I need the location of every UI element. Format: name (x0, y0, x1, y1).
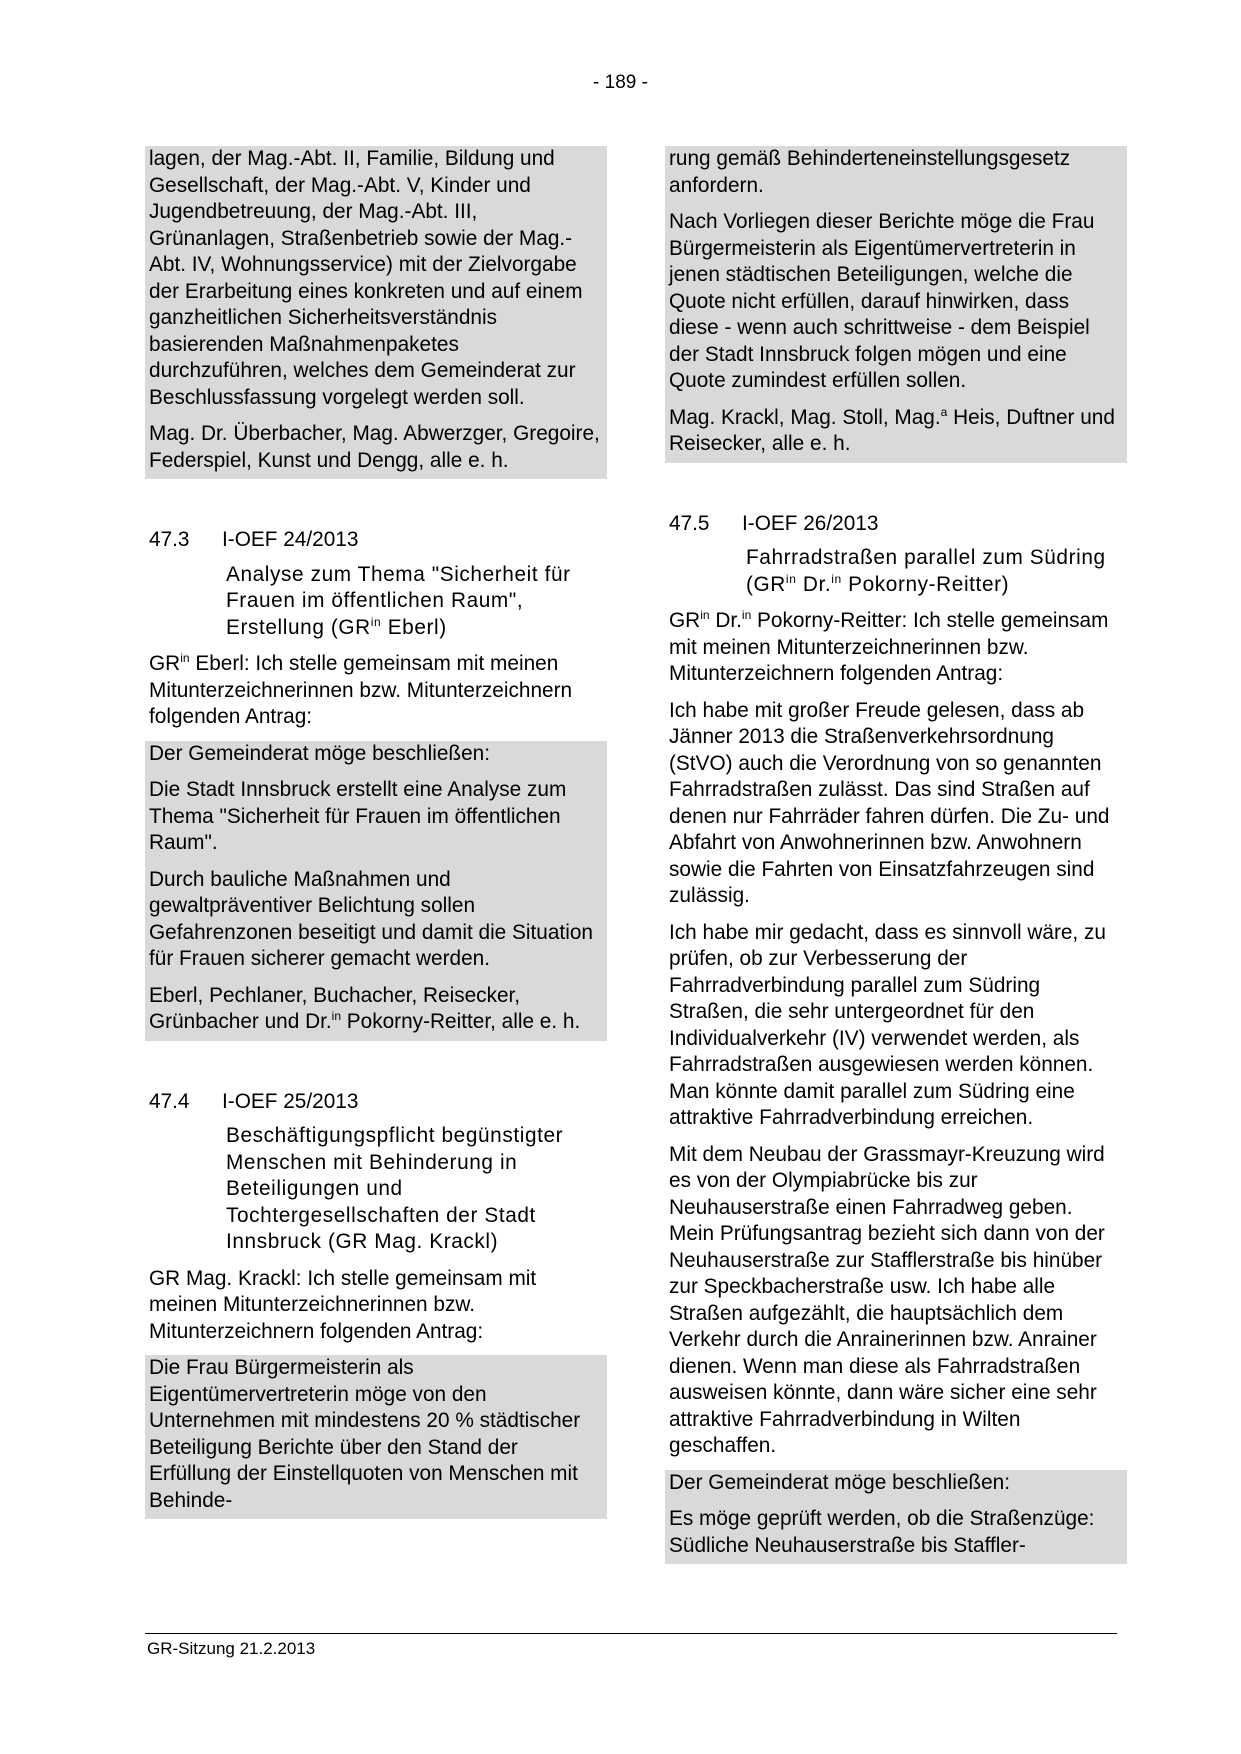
motion-text: Die Frau Bürgermeisterin als Eigentümervertreterin möge von den Unternehmen mit mindestens 20 % städtischer Beteiligung Berichte über den Stand der Erfüllung der Einstellquoten von Menschen mit Behinde- (149, 1356, 581, 1512)
motion-continuation-block (145, 146, 607, 479)
footer-divider (145, 1633, 1117, 1634)
item-code: I-OEF 24/2013 (222, 528, 359, 551)
body-paragraph: Ich habe mir gedacht, dass es sinnvoll wäre, zu prüfen, ob zur Verbesserung der Fahrradverbindung parallel zum Südring Straßen, die sehr untergeordnet für den Individualverkehr (IV) verwendet werden, als Fahrradstraßen ausgewiesen werden können. Man könnte damit parallel zum Südring eine attraktive Fahrradverbindung erreichen. (669, 920, 1106, 1129)
motion-continuation-block (665, 146, 1127, 463)
item-title: Fahrradstraßen parallel zum Südring ($GR^{in}$ Dr.$^{in}$ Pokorny-Reitter) (746, 546, 1106, 596)
right-column (665, 146, 1127, 1564)
body-paragraph: Mit dem Neubau der Grassmayr-Kreuzung wird es von der Olympiabrücke bis zur Neuhauserstraße einen Fahrradweg geben. Mein Prüfungsantrag bezieht sich dann von der Neuhauserstraße zur Stafflerstraße bis hinüber zur Speckbacherstraße usw. Ich habe alle Straßen aufgezählt, die hauptsächlich dem Verkehr durch die Anrainerinnen bzw. Anrainer dienen. Wenn man diese als Fahrradstraßen ausweisen könnte, dann wäre sicher eine sehr attraktive Fahrradverbindung in Wilten geschaffen. (669, 1142, 1105, 1457)
left-column (145, 146, 607, 1519)
motion-text: Es möge geprüft werden, ob die Straßenzüge: Südliche Neuhauserstraße bis Staffler- (669, 1507, 1095, 1557)
motion-text: Nach Vorliegen dieser Berichte möge die Frau Bürgermeisterin als Eigentümervertreterin in jenen städtischen Beteiligungen, welche die Quote nicht erfüllen, darauf hinwirken, dass diese - wenn auch schrittweise - dem Beispiel der Stadt Innsbruck folgen mögen und eine Quote zumindest erfüllen sollen. (669, 210, 1095, 392)
footer-session: GR-Sitzung 21.2.2013 (147, 1639, 316, 1658)
motion-heading: Der Gemeinderat möge beschließen: (149, 741, 491, 765)
signers: Mag. Dr. Überbacher, Mag. Abwerzger, Gregoire, Federspiel, Kunst und Dengg, alle e. h. (149, 422, 600, 472)
item-number: 47.4 (149, 1089, 190, 1113)
body-paragraph: Ich habe mit großer Freude gelesen, dass ab Jänner 2013 die Straßenverkehrsordnung (StVO) auch die Verordnung von so genannten Fahrradstraßen zulässt. Das sind Straßen auf denen nur Fahrräder fahren dürfen. Die Zu- und Abfahrt von Anwohnerinnen bzw. Anwohnern sowie die Fahrten von Einsatzfahrzeugen sind zulässig. (669, 698, 1110, 907)
motion-heading: Der Gemeinderat möge beschließen: (669, 1470, 1011, 1494)
motion-block-47-5 (665, 1470, 1127, 1565)
item-title: Analyse zum Thema "Sicherheit für Frauen im öffentlichen Raum", Erstellung ($GR^{in}$ Eberl) (226, 562, 571, 639)
signers: Mag. Krackl, Mag. Stoll, Mag.$^a$ Heis, Duftner und Reisecker, alle e. h. (669, 404, 1115, 455)
motion-text: lagen, der Mag.-Abt. II, Familie, Bildung und Gesellschaft, der Mag.-Abt. V, Kinder und Jugendbetreuung, der Mag.-Abt. III, Grünanlagen, Straßenbetrieb sowie der Mag.-Abt. IV, Wohnungsservice) mit der Zielvorgabe der Erarbeitung eines konkreten und auf einem ganzheitlichen Sicherheitsverständnis basierenden Maßnahmenpaketes durchzuführen, welches dem Gemeinderat zur Beschlussfassung vorgelegt werden soll. (149, 147, 583, 409)
item-number: 47.5 (669, 511, 710, 535)
item-code: I-OEF 26/2013 (742, 511, 879, 535)
item-heading-47-3 (145, 527, 607, 554)
item-number: 47.3 (149, 528, 190, 551)
item-intro: GR Mag. Krackl: Ich stelle gemeinsam mit meinen Mitunterzeichnerinnen bzw. Mitunterzeichnern folgenden Antrag: (149, 1266, 537, 1343)
motion-text: Durch bauliche Maßnahmen und gewaltpräventiver Belichtung sollen Gefahrenzonen beseitigt und damit die Situation für Frauen sicherer gemacht werden. (149, 867, 593, 970)
motion-text: rung gemäß Behinderteneinstellungsgesetz anfordern. (669, 147, 1071, 197)
item-code: I-OEF 25/2013 (222, 1089, 359, 1113)
motion-text: Die Stadt Innsbruck erstellt eine Analyse zum Thema "Sicherheit für Frauen im öffentlichen Raum". (149, 778, 567, 854)
item-heading-47-4 (145, 1089, 607, 1116)
item-intro: $GR^{in}$ Dr.$^{in}$ Pokorny-Reitter: Ich stelle gemeinsam mit meinen Mitunterzeichnerinnen bzw. Mitunterzeichnern folgenden Antrag: (669, 608, 1109, 685)
page-number: - 189 - (593, 72, 648, 93)
signers: Eberl, Pechlaner, Buchacher, Reisecker, Grünbacher und Dr.$^{in}$ Pokorny-Reitter, alle e. h. (149, 983, 581, 1033)
motion-block-47-4 (145, 1355, 607, 1519)
item-heading-47-5 (665, 511, 1127, 538)
item-title: Beschäftigungspflicht begünstigter Menschen mit Behinderung in Beteiligungen und Tochtergesellschaften der Stadt Innsbruck (GR Mag. Krackl) (226, 1124, 564, 1253)
motion-block-47-3 (145, 741, 607, 1041)
item-intro: $GR^{in}$ Eberl: Ich stelle gemeinsam mit meinen Mitunterzeichnerinnen bzw. Mitunterzeichnern folgenden Antrag: (149, 651, 573, 728)
